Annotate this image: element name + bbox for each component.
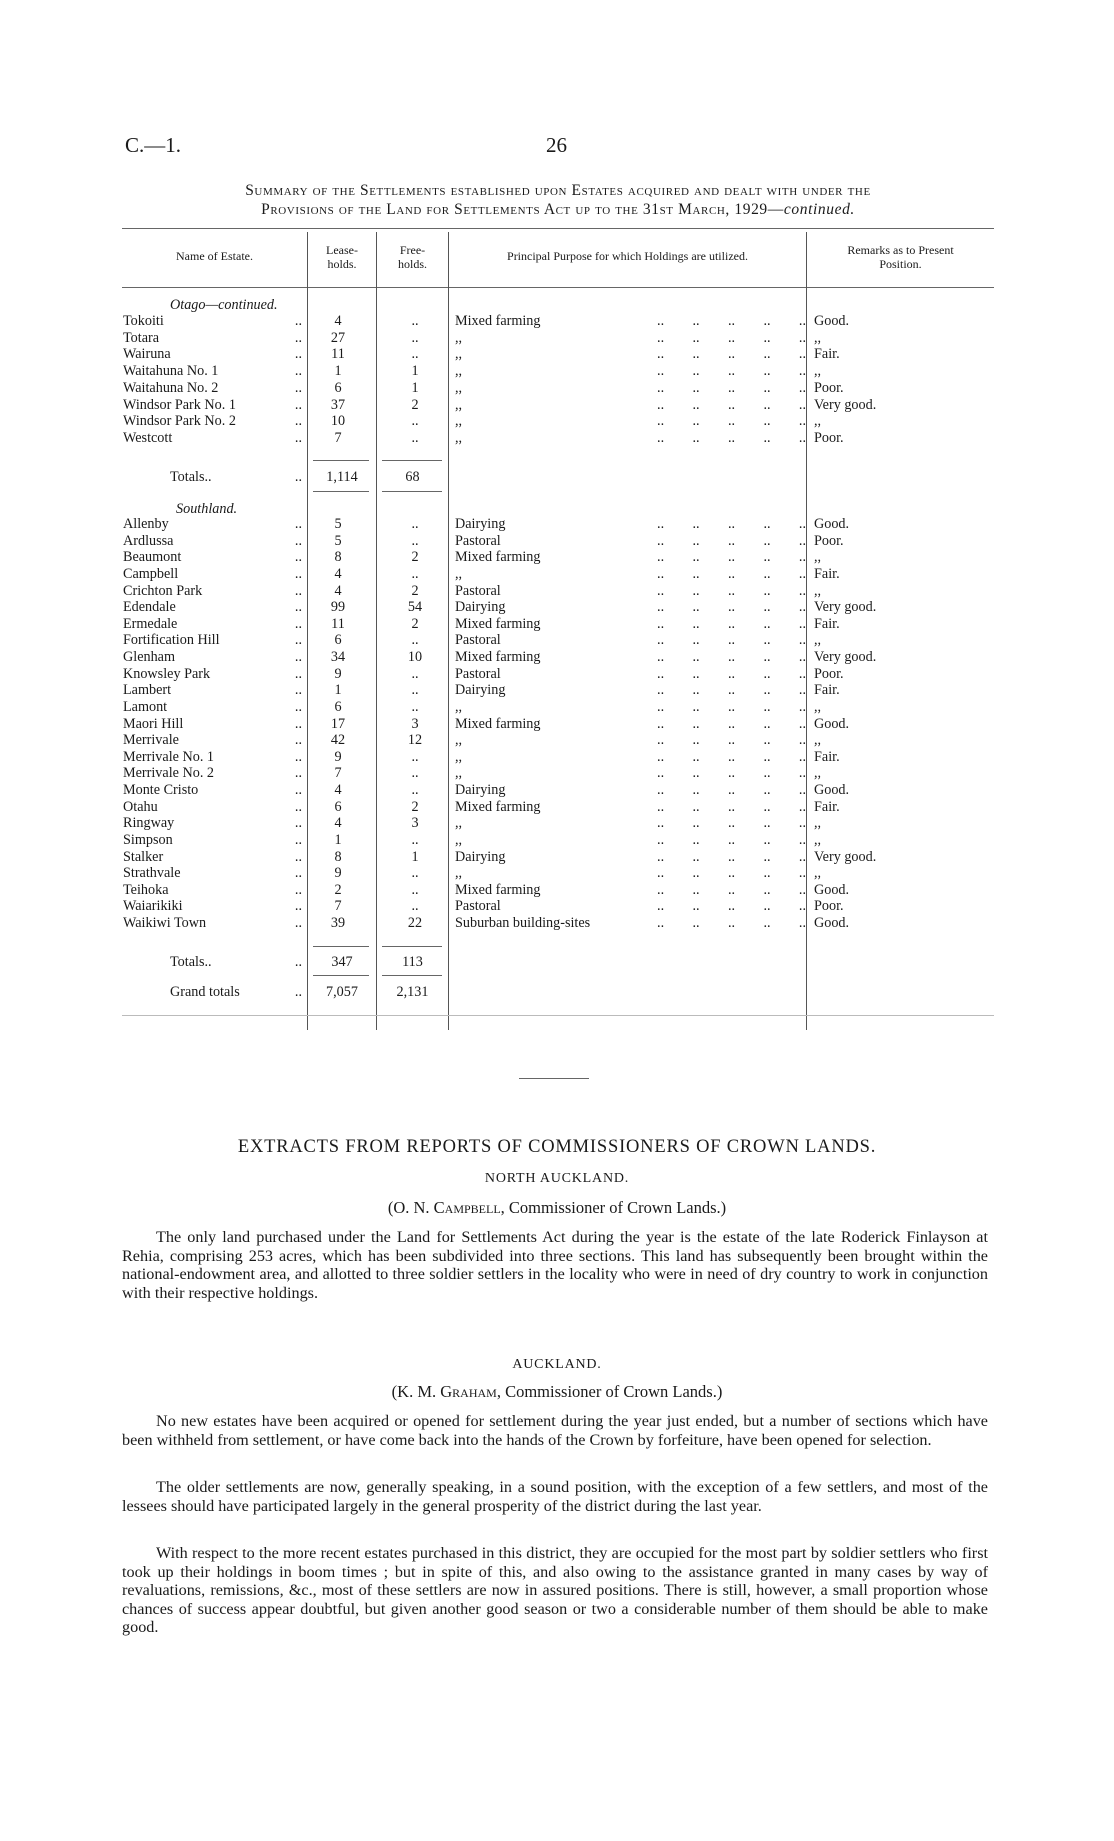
leaseholds-cell: 39 — [330, 915, 346, 932]
estate-name: Merrivale No. 2 — [123, 765, 215, 782]
leader-dots: .. — [294, 898, 302, 915]
leader-dots: .. — [294, 632, 302, 649]
remark-cell: ,, — [814, 413, 822, 430]
leader-dots: .. — [294, 516, 302, 532]
leaseholds-cell: 4 — [334, 565, 342, 582]
southland-totals-lease: 347 — [331, 954, 353, 970]
table-bottom-rule — [122, 1015, 994, 1016]
leaseholds-cell: 8 — [334, 848, 342, 865]
purpose-cell: ,, — [455, 748, 463, 765]
estate-name: Monte Cristo — [123, 782, 199, 799]
freeholds-cell: .. — [411, 516, 419, 532]
estate-name: Windsor Park No. 2 — [123, 413, 236, 430]
leader-dots: .. .. .. .. .. — [657, 549, 806, 566]
freeholds-cell: 1 — [411, 379, 419, 396]
leader-dots: .. .. .. .. .. — [657, 682, 806, 699]
leaseholds-cell: 6 — [334, 379, 342, 396]
remark-cell: Good. — [814, 715, 850, 732]
remark-cell: Good. — [814, 915, 850, 932]
north-auckland-paragraph-1: The only land purchased under the Land for Settlements Act during the year is the estate of the late Roderick Finlayson at Rehia, comprising 253 acres, which has been subdivided into three sections. This land has subsequently been brought within the national-endowment area, and allotted to three soldier settlers in the locality who were in need of dry country to work in conjunction with their respective holdings. — [122, 1228, 988, 1302]
otago-total-underline-free — [382, 491, 442, 492]
estate-name: Glenham — [123, 649, 176, 666]
leader-dots: .. .. .. .. .. — [657, 732, 806, 749]
purpose-cell: Suburban building-sites — [455, 915, 591, 932]
summary-title-line2 — [122, 201, 994, 219]
freeholds-cell: .. — [411, 413, 419, 430]
otago-totals-label: Totals.. — [170, 469, 212, 485]
remark-cell: Good. — [814, 881, 850, 898]
leader-dots: .. .. .. .. .. — [657, 898, 806, 915]
leader-dots: .. — [294, 346, 302, 363]
auckland-commissioner — [110, 1382, 1004, 1402]
purpose-cell: ,, — [455, 815, 463, 832]
table-header-rule — [122, 287, 994, 288]
freeholds-cell: .. — [411, 881, 419, 898]
leaseholds-cell: 37 — [330, 396, 346, 413]
north-auckland-commissioner — [110, 1198, 1004, 1218]
leader-dots: .. .. .. .. .. — [657, 831, 806, 848]
estate-name: Tokoiti — [123, 313, 164, 329]
leader-dots: .. .. .. .. .. — [657, 396, 806, 413]
purpose-cell: Pastoral — [455, 665, 501, 682]
leader-dots: .. .. .. .. .. — [657, 615, 806, 632]
remark-cell: Good. — [814, 516, 850, 532]
southland-total-underline-lease — [313, 975, 369, 976]
remark-cell: Very good. — [814, 396, 877, 413]
freeholds-cell: 54 — [407, 599, 423, 616]
purpose-cell: Mixed farming — [455, 649, 541, 666]
remark-cell: Good. — [814, 782, 850, 799]
remark-cell: ,, — [814, 549, 822, 566]
leader-dots: .. .. .. .. .. — [657, 848, 806, 865]
leader-dots: .. — [294, 599, 302, 616]
leader-dots: .. — [294, 329, 302, 346]
purpose-cell: ,, — [455, 765, 463, 782]
au-comm-suffix: , Commissioner of Crown Lands.) — [496, 1382, 723, 1401]
remark-cell: Fair. — [814, 682, 840, 699]
estate-name: Strathvale — [123, 865, 181, 882]
leaseholds-cell: 34 — [330, 649, 346, 666]
estate-name: Campbell — [123, 565, 179, 582]
freeholds-cell: .. — [411, 898, 419, 915]
freeholds-cell: .. — [411, 782, 419, 799]
purpose-cell: ,, — [455, 413, 463, 430]
leader-dots: .. — [294, 413, 302, 430]
leader-dots: .. — [294, 565, 302, 582]
grand-totals-label: Grand totals — [170, 984, 240, 1000]
purpose-cell: Pastoral — [455, 632, 501, 649]
estate-name: Otahu — [123, 798, 158, 815]
grand-totals-free: 2,131 — [396, 984, 429, 1000]
freeholds-cell: .. — [411, 346, 419, 363]
southland-total-underline-free — [382, 975, 442, 976]
leader-dots: .. — [294, 549, 302, 566]
estate-name: Lamont — [123, 698, 168, 715]
remark-cell: ,, — [814, 732, 822, 749]
leader-dots: .. — [294, 396, 302, 413]
na-comm-prefix: (O. N. — [387, 1198, 434, 1217]
purpose-cell: ,, — [455, 346, 463, 363]
estate-name: Edendale — [123, 599, 176, 616]
estate-name: Waikiwi Town — [123, 915, 207, 932]
otago-total-underline-lease — [313, 491, 369, 492]
southland-totals-free: 113 — [402, 954, 423, 970]
purpose-cell: Pastoral — [455, 532, 501, 549]
na-comm-suffix: , Commissioner of Crown Lands.) — [500, 1198, 727, 1217]
remark-cell: Fair. — [814, 615, 840, 632]
freeholds-cell: .. — [411, 765, 419, 782]
leader-dots: .. .. .. .. .. — [657, 346, 806, 363]
leader-dots: .. — [294, 765, 302, 782]
estate-name: Teihoka — [123, 881, 169, 898]
leader-dots: .. .. .. .. .. — [657, 881, 806, 898]
leader-dots: .. .. .. .. .. — [657, 582, 806, 599]
leader-dots: .. — [294, 363, 302, 380]
leader-dots: .. — [294, 665, 302, 682]
leader-dots: .. .. .. .. .. — [657, 565, 806, 582]
leader-dots: .. — [294, 798, 302, 815]
leader-dots: .. — [294, 429, 302, 446]
southland-total-rule-free — [382, 946, 442, 947]
freeholds-cell: 2 — [411, 798, 419, 815]
summary-title-continued: continued. — [783, 201, 855, 218]
purpose-cell: Dairying — [455, 848, 506, 865]
remark-cell: Poor. — [814, 532, 844, 549]
purpose-cell: ,, — [455, 565, 463, 582]
leader-dots: .. .. .. .. .. — [657, 599, 806, 616]
leaseholds-cell: 7 — [334, 898, 342, 915]
leaseholds-cell: 4 — [334, 782, 342, 799]
leaseholds-cell: 10 — [330, 413, 346, 430]
leaseholds-cell: 4 — [334, 582, 342, 599]
purpose-cell: Mixed farming — [455, 313, 541, 329]
leader-dots: .. .. .. .. .. — [657, 532, 806, 549]
purpose-cell: ,, — [455, 429, 463, 446]
leaseholds-cell: 1 — [334, 831, 342, 848]
otago-totals-dots: .. — [294, 469, 302, 485]
region-heading-otago: Otago—continued. — [170, 297, 278, 313]
freeholds-cell: 3 — [411, 715, 419, 732]
purpose-cell: Dairying — [455, 516, 506, 532]
estate-name: Fortification Hill — [123, 632, 220, 649]
remark-cell: ,, — [814, 632, 822, 649]
leaseholds-cell: 4 — [334, 815, 342, 832]
freeholds-cell: .. — [411, 865, 419, 882]
grand-totals-dots: .. — [294, 984, 302, 1000]
estate-name: Westcott — [123, 429, 173, 446]
col-header-name: Name of Estate. — [176, 249, 253, 263]
leaseholds-cell: 8 — [334, 549, 342, 566]
leader-dots: .. .. .. .. .. — [657, 313, 806, 329]
southland-totals-label: Totals.. — [170, 954, 212, 970]
leaseholds-cell: 5 — [334, 532, 342, 549]
summary-title-line1: Summary of the Settlements established upon Estates acquired and dealt with under the — [245, 182, 871, 199]
otago-total-rule-lease — [313, 460, 369, 461]
purpose-cell: ,, — [455, 363, 463, 380]
southland-totals-dots: .. — [294, 954, 302, 970]
leader-dots: .. — [294, 915, 302, 932]
purpose-cell: ,, — [455, 379, 463, 396]
leader-dots: .. .. .. .. .. — [657, 329, 806, 346]
freeholds-cell: .. — [411, 532, 419, 549]
leader-dots: .. — [294, 715, 302, 732]
leaseholds-cell: 6 — [334, 698, 342, 715]
leaseholds-cell: 4 — [334, 313, 342, 329]
page-number: 26 — [546, 133, 567, 157]
freeholds-cell: 10 — [407, 649, 423, 666]
leaseholds-cell: 6 — [334, 798, 342, 815]
table-divider-3 — [448, 232, 449, 1030]
purpose-cell: Dairying — [455, 599, 506, 616]
leader-dots: .. — [294, 815, 302, 832]
leader-dots: .. .. .. .. .. — [657, 815, 806, 832]
leader-dots: .. — [294, 682, 302, 699]
freeholds-cell: 2 — [411, 615, 419, 632]
freeholds-cell: .. — [411, 313, 419, 329]
grand-totals-lease: 7,057 — [326, 984, 358, 1000]
leader-dots: .. .. .. .. .. — [657, 715, 806, 732]
leaseholds-cell: 99 — [330, 599, 346, 616]
southland-total-rule-lease — [313, 946, 369, 947]
leader-dots: .. — [294, 865, 302, 882]
purpose-cell: Dairying — [455, 782, 506, 799]
col-header-purpose: Principal Purpose for which Holdings are utilized. — [507, 249, 748, 263]
leader-dots: .. .. .. .. .. — [657, 649, 806, 666]
estate-name: Ardlussa — [123, 532, 174, 549]
leaseholds-cell: 2 — [334, 881, 342, 898]
auckland-paragraph-3: With respect to the more recent estates purchased in this district, they are occupied for the most part by soldier settlers who first took up their holdings in boom times ; but in spite of this, and also owing to the assistance granted in many cases by way of revaluations, remissions, &c., most of these settlers are now in assured positions. There is still, however, a small proportion whose chances of success appear doubtful, but given another good season or two a considerable number of them should be able to make good. — [122, 1544, 988, 1637]
leader-dots: .. .. .. .. .. — [657, 765, 806, 782]
estate-name: Lambert — [123, 682, 172, 699]
section-divider — [519, 1078, 589, 1079]
region-heading-southland: Southland. — [176, 501, 238, 517]
freeholds-cell: 3 — [411, 815, 419, 832]
freeholds-cell: .. — [411, 329, 419, 346]
au-comm-prefix: (K. M. — [391, 1382, 441, 1401]
estate-name: Windsor Park No. 1 — [123, 396, 236, 413]
purpose-cell: ,, — [455, 329, 463, 346]
auckland-paragraph-1: No new estates have been acquired or opened for settlement during the year just ended, but a number of sections which have been withheld from settlement, or have come back into the hands of the Crown by forfeiture, have been opened for selection. — [122, 1412, 988, 1449]
leader-dots: .. .. .. .. .. — [657, 413, 806, 430]
leader-dots: .. — [294, 748, 302, 765]
table-divider-2 — [376, 232, 377, 1030]
leader-dots: .. — [294, 881, 302, 898]
col-header-leaseholds: Lease- holds. — [326, 243, 358, 271]
remark-cell: Fair. — [814, 346, 840, 363]
remark-cell: Good. — [814, 313, 850, 329]
estate-name: Wairuna — [123, 346, 171, 363]
leaseholds-cell: 11 — [331, 346, 345, 363]
estate-name: Ermedale — [123, 615, 178, 632]
purpose-cell: Mixed farming — [455, 881, 541, 898]
freeholds-cell: 2 — [411, 582, 419, 599]
remark-cell: ,, — [814, 815, 822, 832]
leader-dots: .. .. .. .. .. — [657, 429, 806, 446]
otago-totals-lease: 1,114 — [326, 469, 358, 485]
remark-cell: Fair. — [814, 565, 840, 582]
remark-cell: Poor. — [814, 665, 844, 682]
remark-cell: Very good. — [814, 599, 877, 616]
freeholds-cell: 12 — [407, 732, 423, 749]
remark-cell: Poor. — [814, 429, 844, 446]
freeholds-cell: .. — [411, 565, 419, 582]
freeholds-cell: .. — [411, 698, 419, 715]
leaseholds-cell: 27 — [330, 329, 346, 346]
leaseholds-cell: 6 — [334, 632, 342, 649]
extracts-title: EXTRACTS FROM REPORTS OF COMMISSIONERS OF CROWN LANDS. — [237, 1137, 877, 1157]
freeholds-cell: 2 — [411, 396, 419, 413]
purpose-cell: Mixed farming — [455, 615, 541, 632]
estate-name: Totara — [123, 329, 160, 346]
leaseholds-cell: 11 — [331, 615, 345, 632]
leader-dots: .. — [294, 615, 302, 632]
purpose-cell: ,, — [455, 396, 463, 413]
leaseholds-cell: 17 — [330, 715, 346, 732]
leader-dots: .. .. .. .. .. — [657, 363, 806, 380]
freeholds-cell: .. — [411, 682, 419, 699]
purpose-cell: ,, — [455, 732, 463, 749]
leaseholds-cell: 9 — [334, 665, 342, 682]
estate-name: Allenby — [123, 516, 169, 532]
leader-dots: .. .. .. .. .. — [657, 865, 806, 882]
remark-cell: ,, — [814, 363, 822, 380]
summary-title-line2-text: Provisions of the Land for Settlements Act up to the 31st March, 1929— — [261, 201, 784, 218]
purpose-cell: Pastoral — [455, 898, 501, 915]
remark-cell: Very good. — [814, 848, 877, 865]
leader-dots: .. .. .. .. .. — [657, 748, 806, 765]
leaseholds-cell: 5 — [334, 516, 342, 532]
estate-name: Ringway — [123, 815, 175, 832]
remark-cell: Poor. — [814, 898, 844, 915]
leader-dots: .. — [294, 848, 302, 865]
freeholds-cell: 1 — [411, 363, 419, 380]
leader-dots: .. — [294, 698, 302, 715]
leader-dots: .. — [294, 732, 302, 749]
remark-cell: Fair. — [814, 798, 840, 815]
freeholds-cell: 2 — [411, 549, 419, 566]
estate-name: Waitahuna No. 1 — [123, 363, 219, 380]
remark-cell: Poor. — [814, 379, 844, 396]
remark-cell: Fair. — [814, 748, 840, 765]
north-auckland-heading: NORTH AUCKLAND. — [484, 1171, 630, 1186]
estate-name: Knowsley Park — [123, 665, 211, 682]
freeholds-cell: .. — [411, 831, 419, 848]
leader-dots: .. — [294, 532, 302, 549]
remark-cell: Very good. — [814, 649, 877, 666]
estate-name: Waitahuna No. 2 — [123, 379, 219, 396]
leaseholds-cell: 9 — [334, 865, 342, 882]
leader-dots: .. .. .. .. .. — [657, 698, 806, 715]
leader-dots: .. — [294, 379, 302, 396]
leader-dots: .. — [294, 782, 302, 799]
freeholds-cell: .. — [411, 748, 419, 765]
purpose-cell: ,, — [455, 865, 463, 882]
freeholds-cell: 1 — [411, 848, 419, 865]
freeholds-cell: 22 — [407, 915, 423, 932]
remark-cell: ,, — [814, 831, 822, 848]
leader-dots: .. .. .. .. .. — [657, 665, 806, 682]
leaseholds-cell: 9 — [334, 748, 342, 765]
remark-cell: ,, — [814, 865, 822, 882]
leader-dots: .. — [294, 582, 302, 599]
leaseholds-cell: 1 — [334, 682, 342, 699]
auckland-heading: AUCKLAND. — [512, 1357, 602, 1372]
leader-dots: .. .. .. .. .. — [657, 516, 806, 532]
leader-dots: .. .. .. .. .. — [657, 782, 806, 799]
purpose-cell: Mixed farming — [455, 549, 541, 566]
table-top-rule — [122, 228, 994, 229]
freeholds-cell: .. — [411, 429, 419, 446]
au-comm-name: Graham — [440, 1382, 497, 1401]
auckland-paragraph-2: The older settlements are now, generally speaking, in a sound position, with the exception of a few settlers, and most of the lessees should have participated largely in the general prosperity of the district during the last year. — [122, 1478, 988, 1515]
remark-cell: ,, — [814, 582, 822, 599]
leaseholds-cell: 7 — [334, 429, 342, 446]
na-comm-name: Campbell — [433, 1198, 501, 1217]
estate-name: Waiarikiki — [123, 898, 183, 915]
leader-dots: .. .. .. .. .. — [657, 632, 806, 649]
leaseholds-cell: 42 — [330, 732, 346, 749]
estate-name: Crichton Park — [123, 582, 203, 599]
otago-total-rule-free — [382, 460, 442, 461]
col-header-freeholds: Free- holds. — [397, 243, 427, 271]
purpose-cell: Dairying — [455, 682, 506, 699]
leader-dots: .. — [294, 313, 302, 329]
remark-cell: ,, — [814, 329, 822, 346]
table-divider-4 — [806, 232, 807, 1030]
col-header-remarks: Remarks as to Present Position. — [847, 243, 954, 271]
remark-cell: ,, — [814, 765, 822, 782]
estate-name: Simpson — [123, 831, 173, 848]
estate-name: Beaumont — [123, 549, 182, 566]
purpose-cell: ,, — [455, 698, 463, 715]
estate-name: Merrivale No. 1 — [123, 748, 215, 765]
leader-dots: .. — [294, 831, 302, 848]
purpose-cell: ,, — [455, 831, 463, 848]
freeholds-cell: .. — [411, 665, 419, 682]
estate-name: Stalker — [123, 848, 164, 865]
leader-dots: .. — [294, 649, 302, 666]
purpose-cell: Mixed farming — [455, 798, 541, 815]
purpose-cell: Pastoral — [455, 582, 501, 599]
estate-name: Merrivale — [123, 732, 179, 749]
leaseholds-cell: 7 — [334, 765, 342, 782]
leader-dots: .. .. .. .. .. — [657, 915, 806, 932]
leaseholds-cell: 1 — [334, 363, 342, 380]
freeholds-cell: .. — [411, 632, 419, 649]
remark-cell: ,, — [814, 698, 822, 715]
leader-dots: .. .. .. .. .. — [657, 798, 806, 815]
leader-dots: .. .. .. .. .. — [657, 379, 806, 396]
purpose-cell: Mixed farming — [455, 715, 541, 732]
otago-totals-free: 68 — [405, 469, 420, 485]
document-code: C.—1. — [125, 133, 182, 157]
estate-name: Maori Hill — [123, 715, 184, 732]
